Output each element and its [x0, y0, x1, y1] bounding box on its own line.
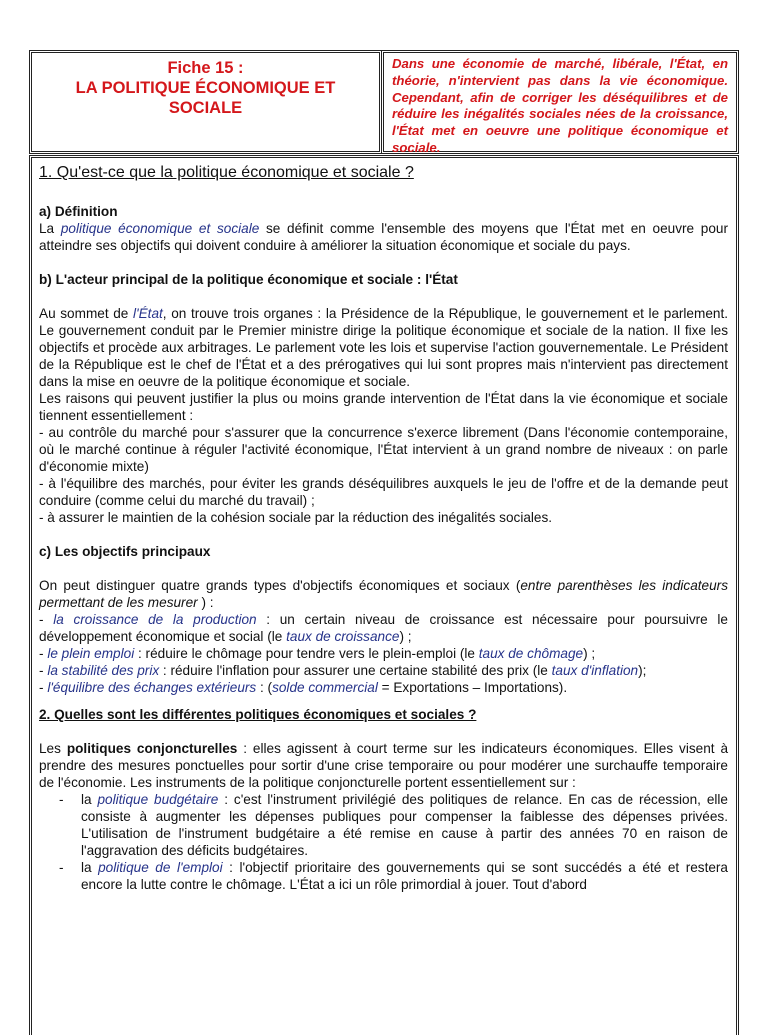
- reason-item: - au contrôle du marché pour s'assurer que la concurrence s'exerce librement (Dans l'économie contemporaine, où le marché continue à réguler l'activité économique, l'État intervient à un grand nombre de niveaux : on parle d'économie mixte): [39, 425, 728, 474]
- text: Les: [39, 741, 67, 756]
- text: : c'est l'instrument privilégié des politiques de relance. En cas de récession, elle consiste à augmenter les dépenses publiques pour compenser la faiblesse des dépenses privées. L'utilisation de l'instrument budgétaire a été remise en cause à partir des années 70 en raison de l'aggravation des déficits budgétaires.: [81, 792, 728, 858]
- objective-item: [39, 662, 728, 679]
- reason-item: - à l'équilibre des marchés, pour éviter les grands déséquilibres auxquels le jeu de l'offre et de la demande peut conduire (comme celui du marché du travail) ;: [39, 476, 728, 508]
- header: [29, 50, 739, 154]
- text: : l'objectif prioritaire des gouvernements qui se sont succédés a été et restera encore la lutte contre le chômage. L'État a ici un rôle primordial à jouer. Tout d'abord: [81, 860, 728, 892]
- section-2-title: 2. Quelles sont les différentes politiques économiques et sociales ?: [39, 707, 477, 722]
- reason-item: - à assurer le maintien de la cohésion sociale par la réduction des inégalités sociales.: [39, 510, 553, 525]
- text: : réduire le chômage pour tendre vers le plein-emploi (le: [134, 646, 479, 661]
- italic-text: entre parenthèses les indicateurs permettant de les mesurer: [39, 578, 728, 610]
- text: la: [81, 792, 98, 807]
- keyword: la croissance de la production: [53, 612, 257, 627]
- text: , on trouve trois organes : la Présidence de la République, le gouvernement et le parlement. Le gouvernement conduit par le Premier ministre dirige la politique économique et sociale de la nation. Il fixe les objectifs et procède aux arbitrages. Le parlement vote les lois et supervise l'action gouvernementale. Le Président de la République est le chef de l'État et a des prérogatives qui lui sont propres mais n'intervient pas directement dans la mise en oeuvre de la politique économique et sociale.: [39, 306, 728, 389]
- text: = Exportations – Importations).: [377, 680, 568, 695]
- text: la: [81, 860, 99, 875]
- reasons-paragraph: Les raisons qui peuvent justifier la plus ou moins grande intervention de l'État dans la vie économique et sociale tiennent essentiellement :: [39, 391, 728, 423]
- conjunctural-paragraph: [39, 740, 728, 791]
- text: On peut distinguer quatre grands types d'objectifs économiques et sociaux (: [39, 578, 521, 593]
- keyword: l'État: [132, 306, 163, 321]
- definition-paragraph: [39, 220, 728, 254]
- list-item: [39, 859, 728, 893]
- indicator: solde commercial: [272, 680, 378, 695]
- dash-bullet: -: [59, 792, 64, 807]
- objective-item: [39, 679, 728, 696]
- objective-item: [39, 645, 728, 662]
- instruments-list: [39, 791, 728, 893]
- bold-term: politiques conjoncturelles: [66, 741, 238, 756]
- subsection-a-heading: a) Définition: [39, 204, 118, 219]
- text: -: [39, 680, 48, 695]
- text: Au sommet de: [39, 306, 133, 321]
- intro-box: [381, 50, 739, 154]
- text: ) ;: [399, 629, 412, 644]
- document-title: [32, 53, 379, 118]
- keyword: politique de l'emploi: [98, 860, 223, 875]
- keyword: politique économique et sociale: [60, 221, 260, 236]
- objective-item: [39, 611, 728, 645]
- text: se définit comme l'ensemble des moyens que l'État met en oeuvre pour atteindre ses objectifs qui doivent conduire à améliorer la situation économique et sociale du pays.: [39, 221, 729, 253]
- indicator: taux de croissance: [286, 629, 400, 644]
- content-box: [29, 155, 739, 1035]
- text: : (: [256, 680, 273, 695]
- text: : un certain niveau de croissance est nécessaire pour poursuivre le développement économique et social (le: [39, 612, 728, 644]
- document-page: [29, 50, 739, 1024]
- indicator: taux d'inflation: [551, 663, 639, 678]
- title-line-1: LA POLITIQUE ÉCONOMIQUE ET: [75, 79, 336, 97]
- fiche-number: Fiche 15 :: [167, 59, 244, 77]
- text: ) :: [197, 595, 214, 610]
- text: : réduire l'inflation pour assurer une certaine stabilité des prix (le: [159, 663, 552, 678]
- keyword: la stabilité des prix: [47, 663, 160, 678]
- text: : elles agissent à court terme sur les indicateurs économiques. Elles visent à prendre des mesures ponctuelles pour sortir d'une crise temporaire ou pour modérer une surchauffe temporaire de l'économie. Les instruments de la politique conjoncturelle portent essentiellement sur :: [39, 741, 729, 790]
- text: -: [39, 612, 54, 627]
- text: );: [638, 663, 647, 678]
- text: La: [39, 221, 61, 236]
- text: ) ;: [583, 646, 596, 661]
- list-item: [39, 791, 728, 859]
- intro-text: Dans une économie de marché, libérale, l'État, en théorie, n'intervient pas dans la vie économique. Cependant, afin de corriger les déséquilibres et de réduire les inégalités sociales nées de la croissance, l'État met en oeuvre une politique économique et sociale.: [392, 56, 728, 155]
- section-1-title: 1. Qu'est-ce que la politique économique et sociale ?: [39, 164, 414, 181]
- subsection-b-heading: b) L'acteur principal de la politique économique et sociale : l'État: [39, 272, 458, 287]
- keyword: politique budgétaire: [97, 792, 219, 807]
- keyword: le plein emploi: [47, 646, 135, 661]
- keyword: l'équilibre des échanges extérieurs: [47, 680, 257, 695]
- title-line-2: SOCIALE: [168, 99, 243, 117]
- objectives-intro: [39, 577, 728, 611]
- text: -: [39, 663, 48, 678]
- state-paragraph: [39, 305, 728, 390]
- text: -: [39, 646, 48, 661]
- dash-bullet: -: [59, 860, 64, 875]
- title-box: [29, 50, 382, 154]
- subsection-c-heading: c) Les objectifs principaux: [39, 544, 211, 559]
- indicator: taux de chômage: [478, 646, 584, 661]
